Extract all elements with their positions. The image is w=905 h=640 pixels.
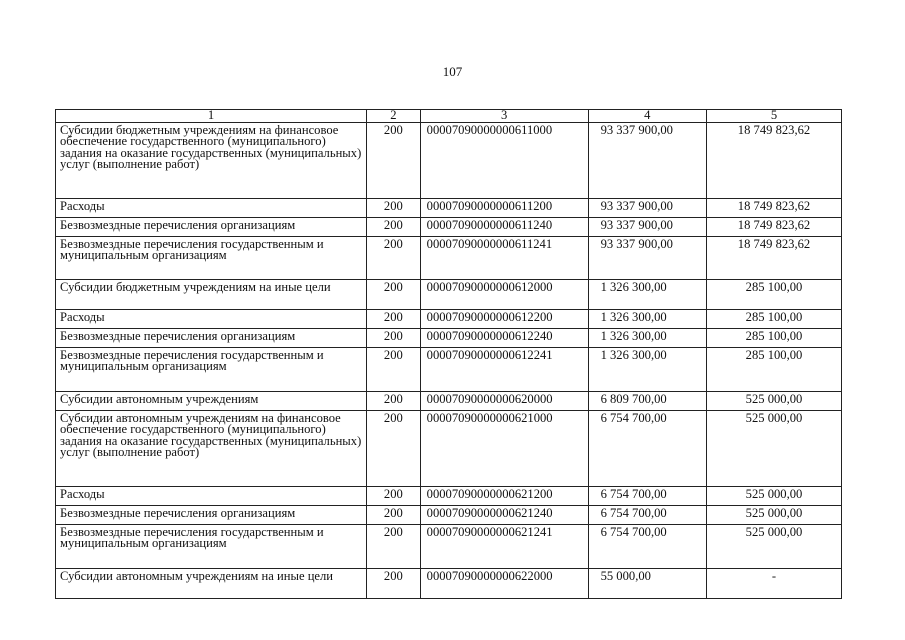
row-executed-cell: 525 000,00 — [707, 525, 842, 569]
row-executed-cell: 18 749 823,62 — [707, 123, 842, 199]
header-cell-5: 5 — [707, 110, 842, 123]
row-approved-cell: 6 754 700,00 — [588, 525, 706, 569]
row-name-cell: Субсидии бюджетным учреждениям на финансовое обеспечение государственного (муниципального) задания на оказание государственных (муниципальных) услуг (выполнение работ) — [56, 123, 367, 199]
row-approved-cell: 6 754 700,00 — [588, 487, 706, 506]
row-executed-cell: 525 000,00 — [707, 506, 842, 525]
row-classification-cell: 00007090000000612240 — [420, 329, 588, 348]
row-approved-cell: 6 809 700,00 — [588, 392, 706, 411]
row-approved-cell: 1 326 300,00 — [588, 348, 706, 392]
row-approved-cell: 93 337 900,00 — [588, 123, 706, 199]
table-body — [56, 110, 842, 599]
table-row — [56, 569, 842, 599]
row-name-cell: Субсидии бюджетным учреждениям на иные цели — [56, 280, 367, 310]
row-classification-cell: 00007090000000611241 — [420, 237, 588, 280]
row-name-cell: Безвозмездные перечисления организациям — [56, 329, 367, 348]
row-name-cell: Безвозмездные перечисления государственным и муниципальным организациям — [56, 348, 367, 392]
table-row — [56, 237, 842, 280]
row-name-cell: Безвозмездные перечисления государственным и муниципальным организациям — [56, 525, 367, 569]
row-code-cell: 200 — [367, 348, 421, 392]
row-approved-cell: 1 326 300,00 — [588, 280, 706, 310]
row-code-cell: 200 — [367, 237, 421, 280]
table-row — [56, 123, 842, 199]
row-code-cell: 200 — [367, 487, 421, 506]
row-name-cell: Расходы — [56, 487, 367, 506]
row-classification-cell: 00007090000000620000 — [420, 392, 588, 411]
row-classification-cell: 00007090000000611000 — [420, 123, 588, 199]
row-executed-cell: 18 749 823,62 — [707, 237, 842, 280]
row-classification-cell: 00007090000000622000 — [420, 569, 588, 599]
row-approved-cell: 1 326 300,00 — [588, 329, 706, 348]
table-row — [56, 411, 842, 487]
row-code-cell: 200 — [367, 199, 421, 218]
row-executed-cell: 285 100,00 — [707, 329, 842, 348]
row-code-cell: 200 — [367, 411, 421, 487]
row-executed-cell: 285 100,00 — [707, 310, 842, 329]
row-classification-cell: 00007090000000612241 — [420, 348, 588, 392]
header-cell-3: 3 — [420, 110, 588, 123]
row-name-cell: Безвозмездные перечисления организациям — [56, 218, 367, 237]
row-executed-cell: 285 100,00 — [707, 280, 842, 310]
table-row — [56, 392, 842, 411]
row-name-cell: Субсидии автономным учреждениям на иные цели — [56, 569, 367, 599]
row-code-cell: 200 — [367, 569, 421, 599]
row-executed-cell: 18 749 823,62 — [707, 199, 842, 218]
row-executed-cell: 525 000,00 — [707, 487, 842, 506]
row-approved-cell: 93 337 900,00 — [588, 199, 706, 218]
header-row — [56, 110, 842, 123]
row-code-cell: 200 — [367, 218, 421, 237]
row-executed-cell: - — [707, 569, 842, 599]
row-executed-cell: 18 749 823,62 — [707, 218, 842, 237]
row-code-cell: 200 — [367, 392, 421, 411]
row-code-cell: 200 — [367, 280, 421, 310]
row-classification-cell: 00007090000000611200 — [420, 199, 588, 218]
row-executed-cell: 525 000,00 — [707, 411, 842, 487]
row-classification-cell: 00007090000000621240 — [420, 506, 588, 525]
header-cell-4: 4 — [588, 110, 706, 123]
row-name-cell: Расходы — [56, 199, 367, 218]
row-classification-cell: 00007090000000611240 — [420, 218, 588, 237]
table-row — [56, 487, 842, 506]
row-code-cell: 200 — [367, 310, 421, 329]
row-classification-cell: 00007090000000621000 — [420, 411, 588, 487]
row-approved-cell: 6 754 700,00 — [588, 506, 706, 525]
table-row — [56, 525, 842, 569]
row-code-cell: 200 — [367, 525, 421, 569]
row-approved-cell: 1 326 300,00 — [588, 310, 706, 329]
row-name-cell: Субсидии автономным учреждениям — [56, 392, 367, 411]
row-classification-cell: 00007090000000621200 — [420, 487, 588, 506]
header-cell-1: 1 — [56, 110, 367, 123]
header-cell-2: 2 — [367, 110, 421, 123]
page-number: 107 — [442, 64, 463, 79]
table-row — [56, 329, 842, 348]
row-approved-cell: 55 000,00 — [588, 569, 706, 599]
row-name-cell: Субсидии автономным учреждениям на финансовое обеспечение государственного (муниципального) задания на оказание государственных (муниципальных) услуг (выполнение работ) — [56, 411, 367, 487]
row-code-cell: 200 — [367, 506, 421, 525]
row-code-cell: 200 — [367, 123, 421, 199]
table-row — [56, 218, 842, 237]
table-row — [56, 199, 842, 218]
row-code-cell: 200 — [367, 329, 421, 348]
table-row — [56, 506, 842, 525]
row-name-cell: Безвозмездные перечисления организациям — [56, 506, 367, 525]
row-approved-cell: 93 337 900,00 — [588, 237, 706, 280]
row-name-cell: Расходы — [56, 310, 367, 329]
row-executed-cell: 525 000,00 — [707, 392, 842, 411]
budget-table — [55, 109, 842, 599]
row-classification-cell: 00007090000000612000 — [420, 280, 588, 310]
table-row — [56, 348, 842, 392]
table-row — [56, 280, 842, 310]
row-name-cell: Безвозмездные перечисления государственным и муниципальным организациям — [56, 237, 367, 280]
row-approved-cell: 6 754 700,00 — [588, 411, 706, 487]
row-classification-cell: 00007090000000621241 — [420, 525, 588, 569]
row-classification-cell: 00007090000000612200 — [420, 310, 588, 329]
row-executed-cell: 285 100,00 — [707, 348, 842, 392]
row-approved-cell: 93 337 900,00 — [588, 218, 706, 237]
table-row — [56, 310, 842, 329]
